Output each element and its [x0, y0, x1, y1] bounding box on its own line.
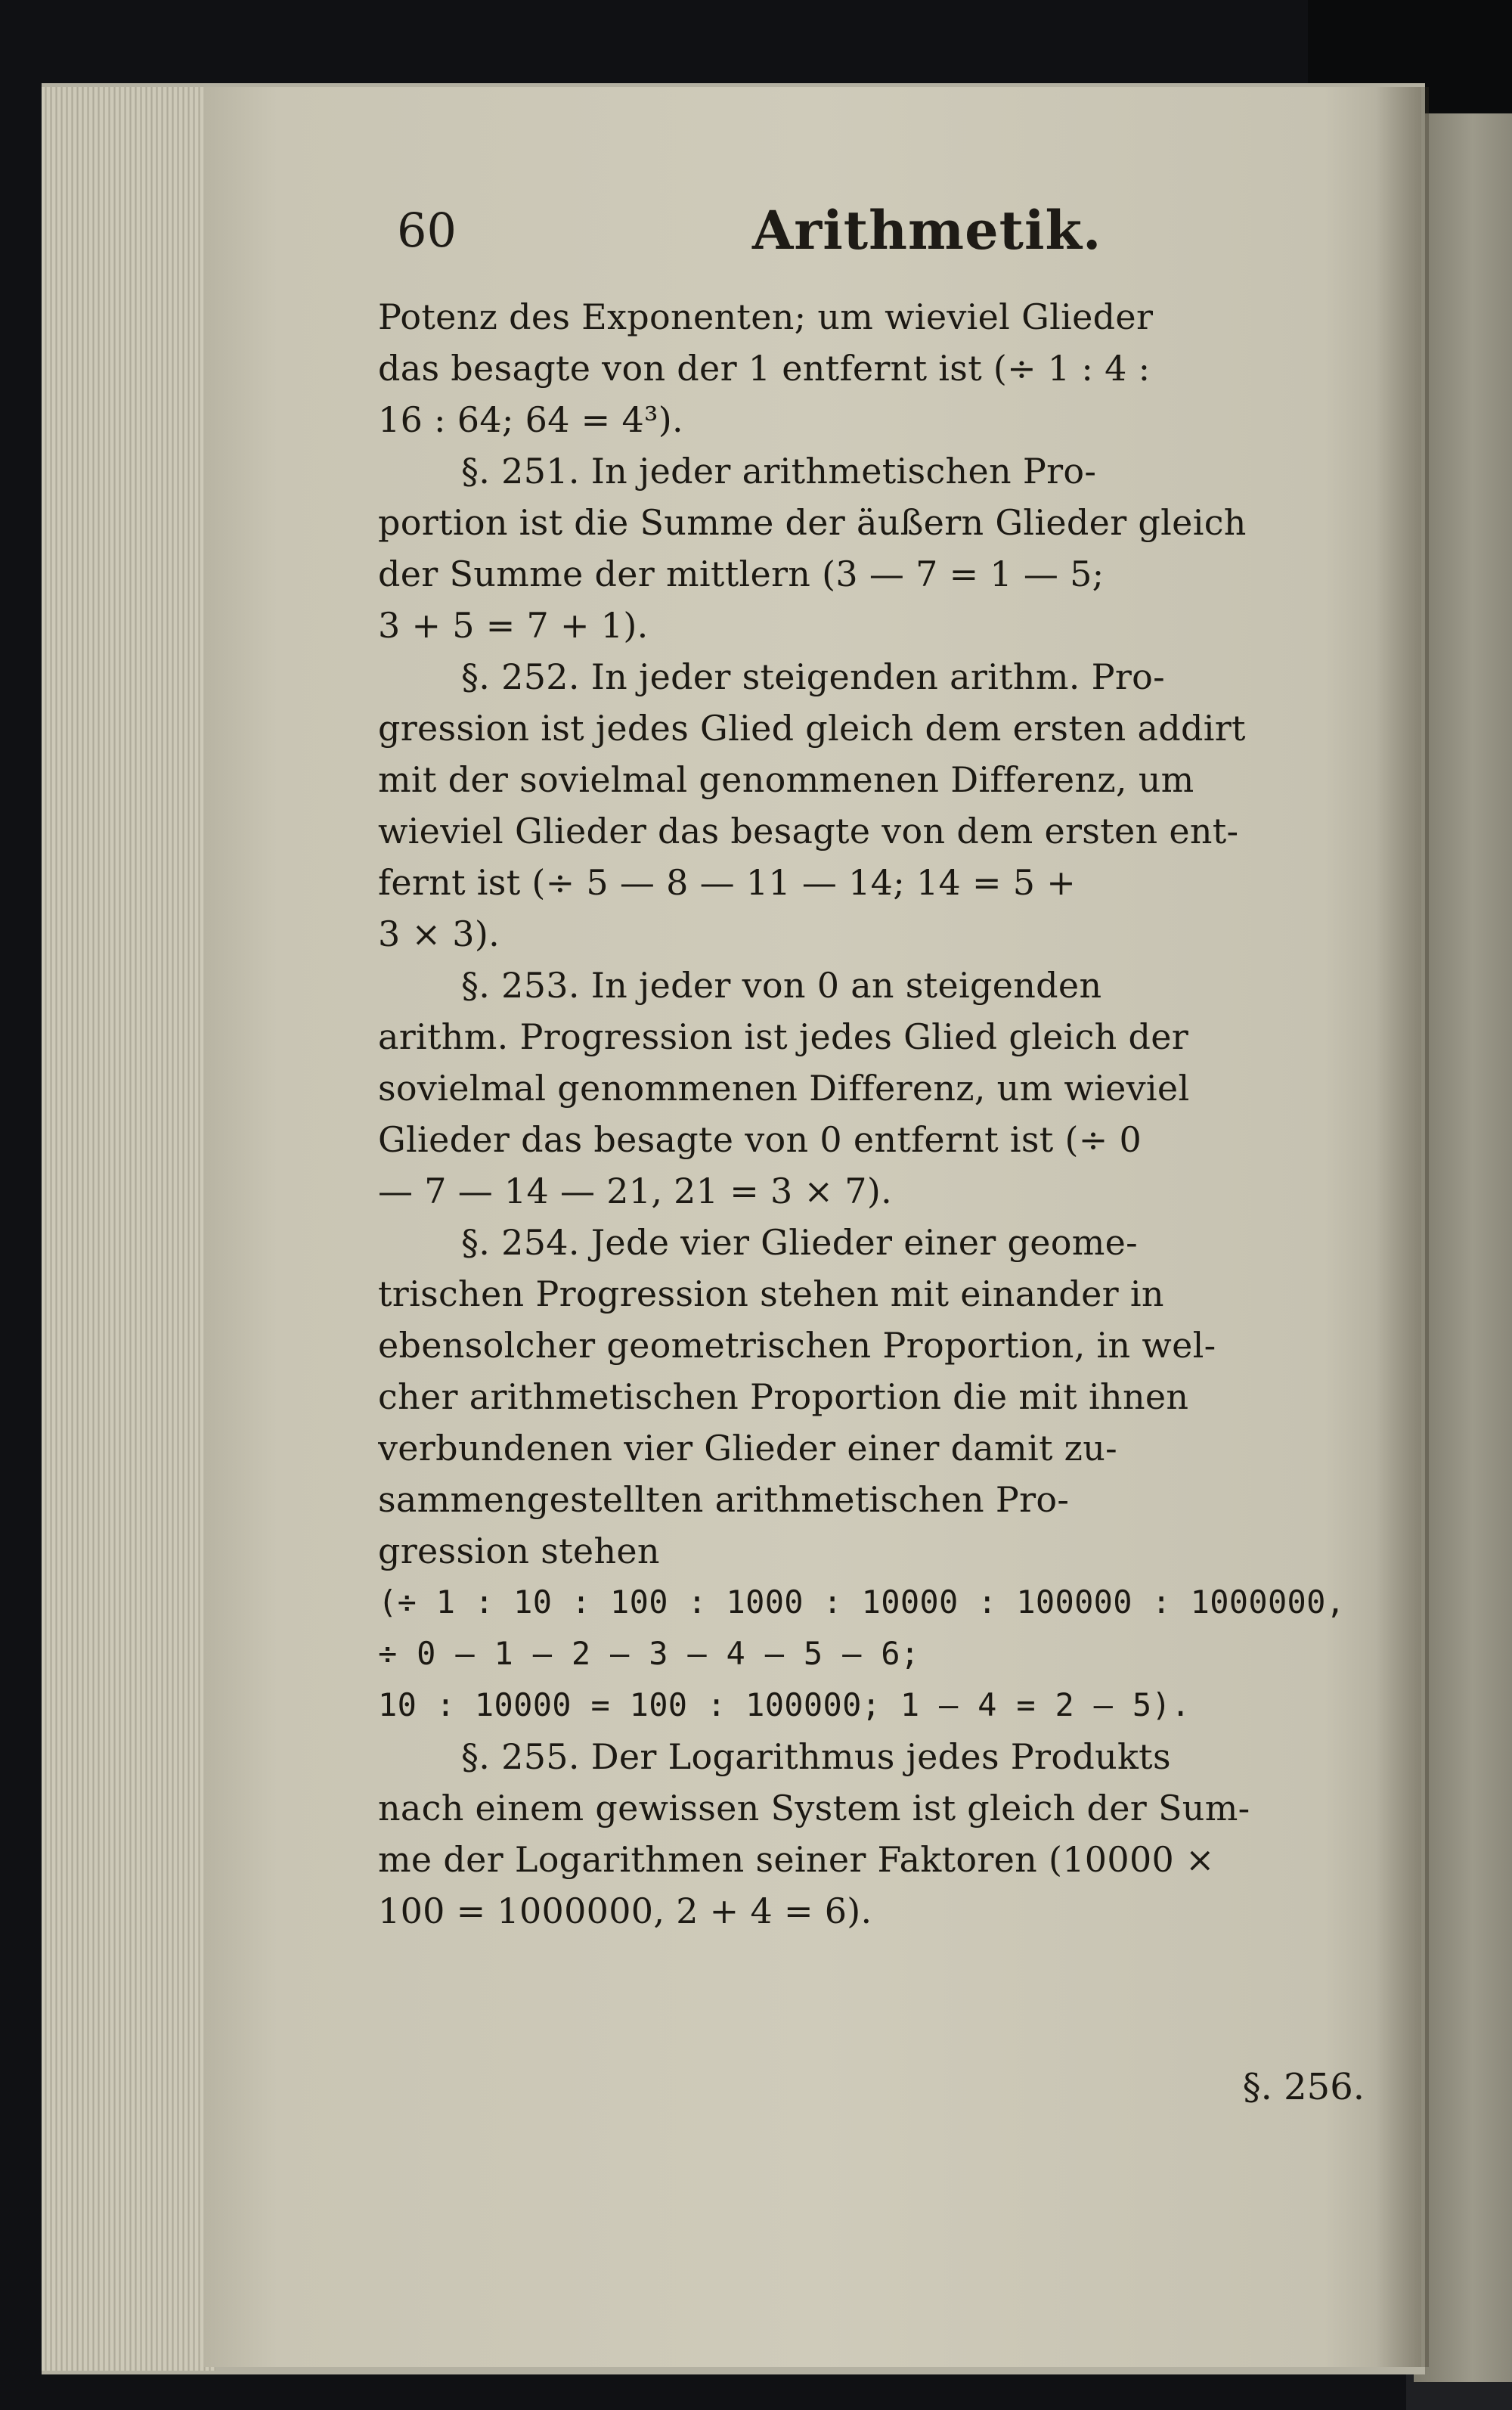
text-line: Potenz des Exponenten; um wieviel Glieder — [378, 296, 1154, 337]
page-number: 60 — [397, 203, 457, 258]
text-line: 3 × 3). — [378, 913, 500, 954]
text-line: ebensolcher geometrischen Proportion, in wel- — [378, 1325, 1216, 1366]
text-line: §. 255. Der Logarithmus jedes Produkts — [461, 1736, 1171, 1777]
text-line: 100 = 1000000, 2 + 4 = 6). — [378, 1890, 872, 1931]
text-line: das besagte von der 1 entfernt ist (÷ 1 : 4 : — [378, 348, 1151, 389]
text-line: mit der sovielmal genommenen Differenz, um — [378, 759, 1194, 800]
text-line: 16 : 64; 64 = 4³). — [378, 399, 683, 440]
text-line: fernt ist (÷ 5 — 8 — 11 — 14; 14 = 5 + — [378, 862, 1077, 903]
text-line: §. 251. In jeder arithmetischen Pro- — [461, 451, 1097, 492]
text-line: sammengestellten arithmetischen Pro- — [378, 1479, 1070, 1520]
text-line: Glieder das besagte von 0 entfernt ist (÷ 0 — [378, 1119, 1142, 1160]
text-line: verbundenen vier Glieder einer damit zu- — [378, 1428, 1117, 1469]
text-line: sovielmal genommenen Differenz, um wieviel — [378, 1068, 1190, 1109]
page-edges — [42, 87, 215, 2371]
text-line: cher arithmetischen Proportion die mit ihnen — [378, 1376, 1189, 1417]
text-line: (÷ 1 : 10 : 100 : 1000 : 10000 : 100000 : 1000000, — [378, 1583, 1346, 1621]
text-line: wieviel Glieder das besagte von dem ersten ent- — [378, 811, 1239, 851]
text-line: — 7 — 14 — 21, 21 = 3 × 7). — [378, 1171, 892, 1211]
text-line: 10 : 10000 = 100 : 100000; 1 — 4 = 2 — 5). — [378, 1686, 1191, 1723]
catchword-row — [378, 2057, 1365, 2117]
text-line: 3 + 5 = 7 + 1). — [378, 605, 649, 646]
text-line: trischen Progression stehen mit einander in — [378, 1273, 1164, 1314]
text-line: §. 253. In jeder von 0 an steigenden — [461, 965, 1102, 1006]
gutter-shadow — [1376, 87, 1429, 2367]
catchword: §. 256. — [1242, 2066, 1365, 2108]
text-line: me der Logarithmen seiner Faktoren (10000 × — [378, 1839, 1215, 1880]
text-line: §. 254. Jede vier Glieder einer geome- — [461, 1222, 1138, 1263]
running-head: Arithmetik. — [752, 199, 1102, 262]
text-line: portion ist die Summe der äußern Glieder gleich — [378, 502, 1247, 543]
text-line: der Summe der mittlern (3 — 7 = 1 — 5; — [378, 554, 1105, 594]
text-line: gression stehen — [378, 1531, 660, 1571]
body-text — [378, 291, 1365, 1937]
text-line: gression ist jedes Glied gleich dem ersten addirt — [378, 708, 1246, 749]
text-line: nach einem gewissen System ist gleich der Sum- — [378, 1788, 1250, 1828]
text-line: arithm. Progression ist jedes Glied gleich der — [378, 1016, 1189, 1057]
text-line: §. 252. In jeder steigenden arithm. Pro- — [461, 656, 1165, 697]
text-line: ÷ 0 — 1 — 2 — 3 — 4 — 5 — 6; — [378, 1635, 920, 1672]
page-header — [397, 193, 1365, 276]
